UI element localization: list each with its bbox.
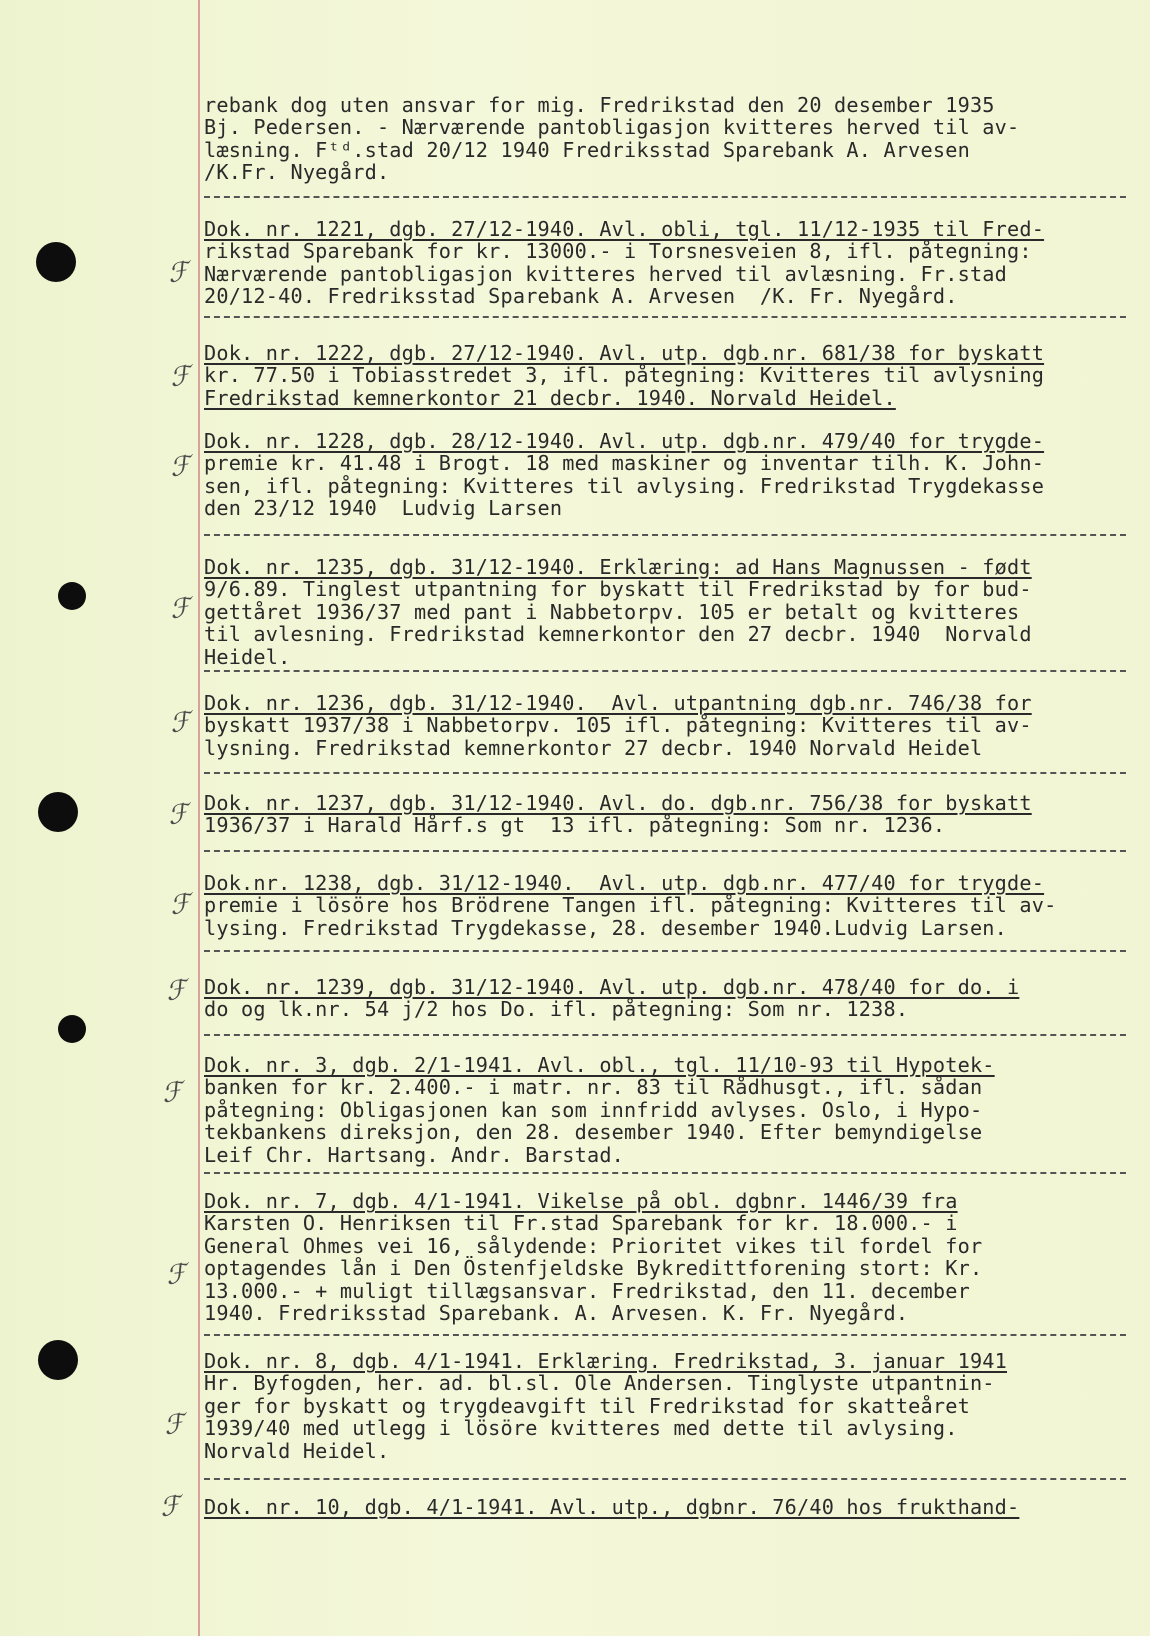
text-line: gettåret 1936/37 med pant i Nabbetorpv. 105 er betalt og kvitteres bbox=[204, 599, 1020, 624]
text-line: 9/6.89. Tinglest utpantning for byskatt til Fredrikstad by for bud- bbox=[204, 577, 1032, 602]
text-line: den 23/12 1940 Ludvig Larsen bbox=[204, 496, 563, 521]
text-line: Karsten O. Henriksen til Fr.stad Sparebank for kr. 18.000.- i bbox=[204, 1211, 958, 1236]
divider bbox=[204, 1034, 1126, 1036]
text-line: premie i lösöre hos Brödrene Tangen ifl. påtegning: Kvitteres til av- bbox=[204, 893, 1057, 918]
margin-rule bbox=[198, 0, 200, 1636]
divider bbox=[204, 1334, 1126, 1336]
entry-1221 bbox=[204, 218, 1134, 308]
punch-hole bbox=[36, 242, 76, 282]
text-line: Dok. nr. 3, dgb. 2/1-1941. Avl. obl., tgl. 11/10-93 til Hypotek- bbox=[204, 1053, 995, 1077]
entry-1235 bbox=[204, 556, 1134, 668]
text-line: 1940. Fredriksstad Sparebank. A. Arvesen. K. Fr. Nyegård. bbox=[204, 1301, 909, 1326]
text-line: lysning. Fredrikstad kemnerkontor 27 decbr. 1940 Norvald Heidel bbox=[204, 735, 983, 760]
text-line: banken for kr. 2.400.- i matr. nr. 83 til Rådhusgt., ifl. sådan bbox=[204, 1075, 983, 1100]
margin-mark: ℱ bbox=[166, 798, 191, 832]
text-line: Dok. nr. 1239, dgb. 31/12-1940. Avl. utp. dgb.nr. 478/40 for do. i bbox=[204, 975, 1020, 999]
divider bbox=[204, 670, 1126, 672]
text-line: Hr. Byfogden, her. ad. bl.sl. Ole Andersen. Tinglyste utpantnin- bbox=[204, 1371, 995, 1396]
entry-1238 bbox=[204, 872, 1134, 939]
punch-hole bbox=[38, 1340, 78, 1380]
text-line: Leif Chr. Hartsang. Andr. Barstad. bbox=[204, 1142, 625, 1167]
text-line: rikstad Sparebank for kr. 13000.- i Torsnesveien 8, ifl. påtegning: bbox=[204, 239, 1032, 264]
entry-1228 bbox=[204, 430, 1134, 520]
text-line: Norvald Heidel. bbox=[204, 1438, 390, 1463]
entry-continuation bbox=[204, 94, 1134, 184]
margin-mark: ℱ bbox=[164, 1258, 189, 1292]
entry-8 bbox=[204, 1350, 1134, 1462]
margin-mark: ℱ bbox=[168, 706, 193, 740]
text-line: 13.000.- + muligt tillægsansvar. Fredrikstad, den 11. december bbox=[204, 1278, 970, 1303]
text-line: rebank dog uten ansvar for mig. Fredrikstad den 20 desember 1935 bbox=[204, 93, 995, 117]
margin-mark: ℱ bbox=[168, 360, 193, 394]
text-line: læsning. Fᵗᵈ.stad 20/12 1940 Fredriksstad Sparebank A. Arvesen bbox=[204, 137, 970, 162]
divider bbox=[204, 1478, 1126, 1480]
text-line: Heidel. bbox=[204, 644, 291, 669]
entry-1237 bbox=[204, 792, 1134, 837]
margin-mark: ℱ bbox=[164, 974, 189, 1008]
margin-mark: ℱ bbox=[168, 888, 193, 922]
divider bbox=[204, 850, 1126, 852]
divider bbox=[204, 950, 1126, 952]
text-line: Fredrikstad kemnerkontor 21 decbr. 1940. Norvald Heidel. bbox=[204, 385, 896, 410]
margin-mark: ℱ bbox=[168, 592, 193, 626]
divider bbox=[204, 534, 1126, 536]
text-line: Dok. nr. 1236, dgb. 31/12-1940. Avl. utpantning dgb.nr. 746/38 for bbox=[204, 691, 1032, 715]
text-line: 1939/40 med utlegg i lösöre kvitteres med dette til avlysing. bbox=[204, 1416, 958, 1441]
divider bbox=[204, 772, 1126, 774]
divider bbox=[204, 196, 1126, 198]
text-line: sen, ifl. påtegning: Kvitteres til avlysing. Fredrikstad Trygdekasse bbox=[204, 473, 1045, 498]
text-line: Dok. nr. 1222, dgb. 27/12-1940. Avl. utp. dgb.nr. 681/38 for byskatt bbox=[204, 341, 1045, 365]
margin-mark: ℱ bbox=[166, 256, 191, 290]
divider bbox=[204, 1172, 1126, 1174]
margin-mark: ℱ bbox=[160, 1076, 185, 1110]
entry-1236 bbox=[204, 692, 1134, 759]
text-line: kr. 77.50 i Tobiasstredet 3, ifl. påtegning: Kvitteres til avlysning bbox=[204, 363, 1045, 388]
text-line: 20/12-40. Fredriksstad Sparebank A. Arvesen /K. Fr. Nyegård. bbox=[204, 284, 958, 309]
text-line: premie kr. 41.48 i Brogt. 18 med maskiner og inventar tilh. K. John- bbox=[204, 451, 1045, 476]
text-line: /K.Fr. Nyegård. bbox=[204, 160, 390, 185]
margin-mark: ℱ bbox=[162, 1408, 187, 1442]
punch-hole bbox=[38, 792, 78, 832]
text-line: 1936/37 i Harald Hårf.s gt 13 ifl. påtegning: Som nr. 1236. bbox=[204, 813, 946, 838]
text-line: Dok. nr. 1235, dgb. 31/12-1940. Erklæring: ad Hans Magnussen - født bbox=[204, 555, 1032, 579]
text-line: optagendes lån i Den Östenfjeldske Bykredittforening stort: Kr. bbox=[204, 1256, 983, 1281]
text-line: Dok. nr. 8, dgb. 4/1-1941. Erklæring. Fredrikstad, 3. januar 1941 bbox=[204, 1349, 1008, 1373]
entry-1239 bbox=[204, 976, 1134, 1021]
margin-mark: ℱ bbox=[158, 1490, 183, 1524]
text-line: til avlesning. Fredrikstad kemnerkontor den 27 decbr. 1940 Norvald bbox=[204, 622, 1032, 647]
text-line: ger for byskatt og trygdeavgift til Fredrikstad for skatteåret bbox=[204, 1393, 970, 1418]
text-line: General Ohmes vei 16, sålydende: Prioritet vikes til fordel for bbox=[204, 1233, 983, 1258]
text-line: do og lk.nr. 54 j/2 hos Do. ifl. påtegning: Som nr. 1238. bbox=[204, 997, 909, 1022]
divider bbox=[204, 316, 1126, 318]
text-line: Dok. nr. 10, dgb. 4/1-1941. Avl. utp., dgbnr. 76/40 hos frukthand- bbox=[204, 1495, 1020, 1519]
text-line: påtegning: Obligasjonen kan som innfridd avlyses. Oslo, i Hypo- bbox=[204, 1097, 983, 1122]
margin-mark: ℱ bbox=[168, 450, 193, 484]
text-line: byskatt 1937/38 i Nabbetorpv. 105 ifl. påtegning: Kvitteres til av- bbox=[204, 713, 1032, 738]
text-line: Dok.nr. 1238, dgb. 31/12-1940. Avl. utp. dgb.nr. 477/40 for trygde- bbox=[204, 871, 1045, 895]
punch-hole bbox=[58, 1015, 86, 1043]
text-line: Dok. nr. 1221, dgb. 27/12-1940. Avl. obli, tgl. 11/12-1935 til Fred- bbox=[204, 217, 1045, 241]
text-line: Nærværende pantobligasjon kvitteres herved til avlæsning. Fr.stad bbox=[204, 261, 1008, 286]
text-line: Bj. Pedersen. - Nærværende pantobligasjon kvitteres herved til av- bbox=[204, 115, 1020, 140]
entry-10 bbox=[204, 1496, 1134, 1518]
punch-hole bbox=[58, 582, 86, 610]
text-line: Dok. nr. 7, dgb. 4/1-1941. Vikelse på obl. dgbnr. 1446/39 fra bbox=[204, 1189, 958, 1213]
text-line: tekbankens direksjon, den 28. desember 1940. Efter bemyndigelse bbox=[204, 1120, 983, 1145]
text-line: Dok. nr. 1237, dgb. 31/12-1940. Avl. do. dgb.nr. 756/38 for byskatt bbox=[204, 791, 1032, 815]
text-line: Dok. nr. 1228, dgb. 28/12-1940. Avl. utp. dgb.nr. 479/40 for trygde- bbox=[204, 429, 1045, 453]
entry-3 bbox=[204, 1054, 1134, 1166]
entry-1222 bbox=[204, 342, 1134, 409]
entry-7 bbox=[204, 1190, 1134, 1324]
text-line: lysing. Fredrikstad Trygdekasse, 28. desember 1940.Ludvig Larsen. bbox=[204, 915, 1008, 940]
